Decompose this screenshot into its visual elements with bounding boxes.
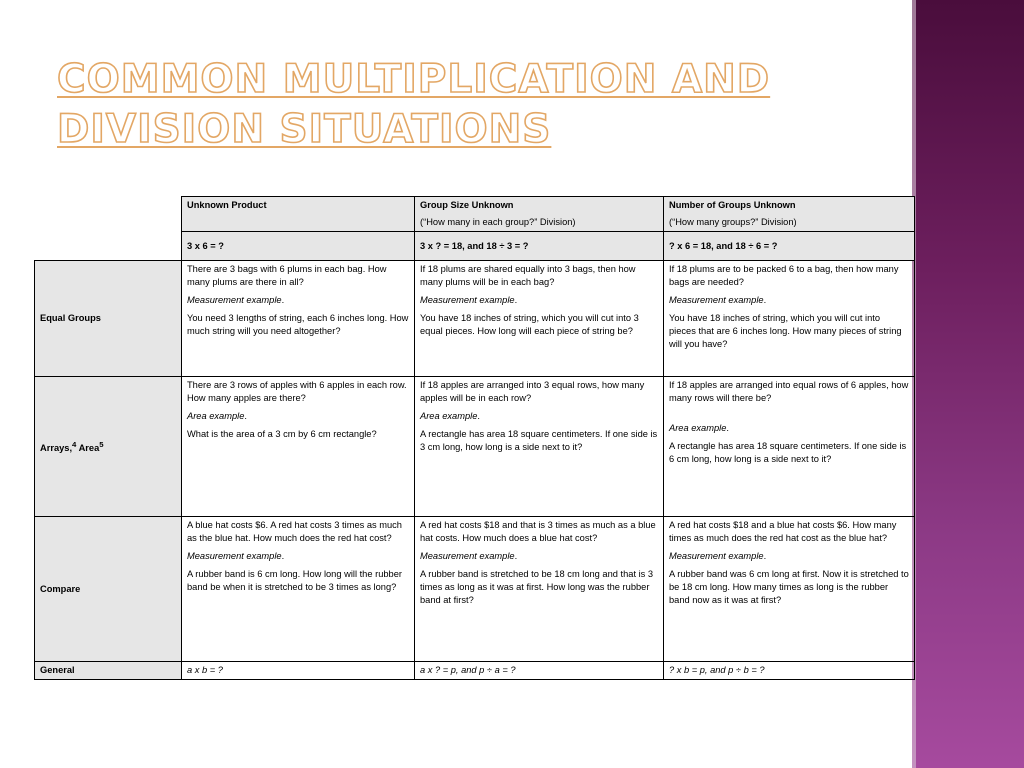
title-line-2: DIVISION SITUATIONS — [57, 107, 552, 152]
table-cell: A blue hat costs $6. A red hat costs 3 times as much as the blue hat. How much does the red hat cost? Measurement example. A rubber band is 6 cm long. How long will the rubber band be when it is stretched to be 3 times as long? — [182, 517, 415, 662]
row-equal-groups — [35, 261, 915, 377]
table-cell: If 18 plums are shared equally into 3 bags, then how many plums will be in each bag? Measurement example. You have 18 inches of string, which you will cut into 3 equal pieces. How long will each piece of string be? — [415, 261, 664, 377]
decorative-sidebar — [912, 0, 1024, 768]
title-line-1: COMMON MULTIPLICATION AND — [57, 57, 771, 102]
equation-cell: ? x 6 = 18, and 18 ÷ 6 = ? — [664, 232, 915, 261]
table-cell: ? x b = p, and p ÷ b = ? — [664, 662, 915, 680]
table-cell: There are 3 bags with 6 plums in each bag. How many plums are there in all? Measurement example. You need 3 lengths of string, each 6 inches long. How much string will you need altogether? — [182, 261, 415, 377]
corner-cell — [35, 197, 182, 261]
equation-cell: 3 x 6 = ? — [182, 232, 415, 261]
equation-cell: 3 x ? = 18, and 18 ÷ 3 = ? — [415, 232, 664, 261]
situations-table — [34, 196, 915, 680]
row-label: Equal Groups — [35, 261, 182, 377]
header-unknown-product: Unknown Product — [182, 197, 415, 232]
table-cell: a x b = ? — [182, 662, 415, 680]
table-cell: If 18 apples are arranged into 3 equal rows, how many apples will be in each row? Area example. A rectangle has area 18 square centimeters. If one side is 3 cm long, how long is a side next to it? — [415, 377, 664, 517]
table-cell: If 18 apples are arranged into equal rows of 6 apples, how many rows will there be? Area example. A rectangle has area 18 square centimeters. If one side is 6 cm long, how long is a side next to it? — [664, 377, 915, 517]
table-cell: a x ? = p, and p ÷ a = ? — [415, 662, 664, 680]
table-cell: If 18 plums are to be packed 6 to a bag, then how many bags are needed? Measurement example. You have 18 inches of string, which you will cut into pieces that are 6 inches long. How many pieces of string will you have? — [664, 261, 915, 377]
table-cell: A red hat costs $18 and that is 3 times as much as a blue hat costs. How much does a blue hat cost? Measurement example. A rubber band is stretched to be 18 cm long and that is 3 times as long as it was at first. How long was the rubber band at first? — [415, 517, 664, 662]
page-title — [57, 55, 857, 155]
table-cell: There are 3 rows of apples with 6 apples in each row. How many apples are there? Area example. What is the area of a 3 cm by 6 cm rectangle? — [182, 377, 415, 517]
row-label: Compare — [35, 517, 182, 662]
row-general — [35, 662, 915, 680]
row-compare — [35, 517, 915, 662]
row-label: General — [35, 662, 182, 680]
header-row — [35, 197, 915, 232]
header-number-of-groups-unknown: Number of Groups Unknown (“How many groups?” Division) — [664, 197, 915, 232]
table-cell: A red hat costs $18 and a blue hat costs $6. How many times as much does the red hat cost as the blue hat? Measurement example. A rubber band was 6 cm long at first. Now it is stretched to be 18 cm long. How many times as long is the rubber band now as it was at first? — [664, 517, 915, 662]
row-label: Arrays,$^4$ Area$^5$ — [35, 377, 182, 517]
row-arrays-area — [35, 377, 915, 517]
header-group-size-unknown: Group Size Unknown (“How many in each group?” Division) — [415, 197, 664, 232]
